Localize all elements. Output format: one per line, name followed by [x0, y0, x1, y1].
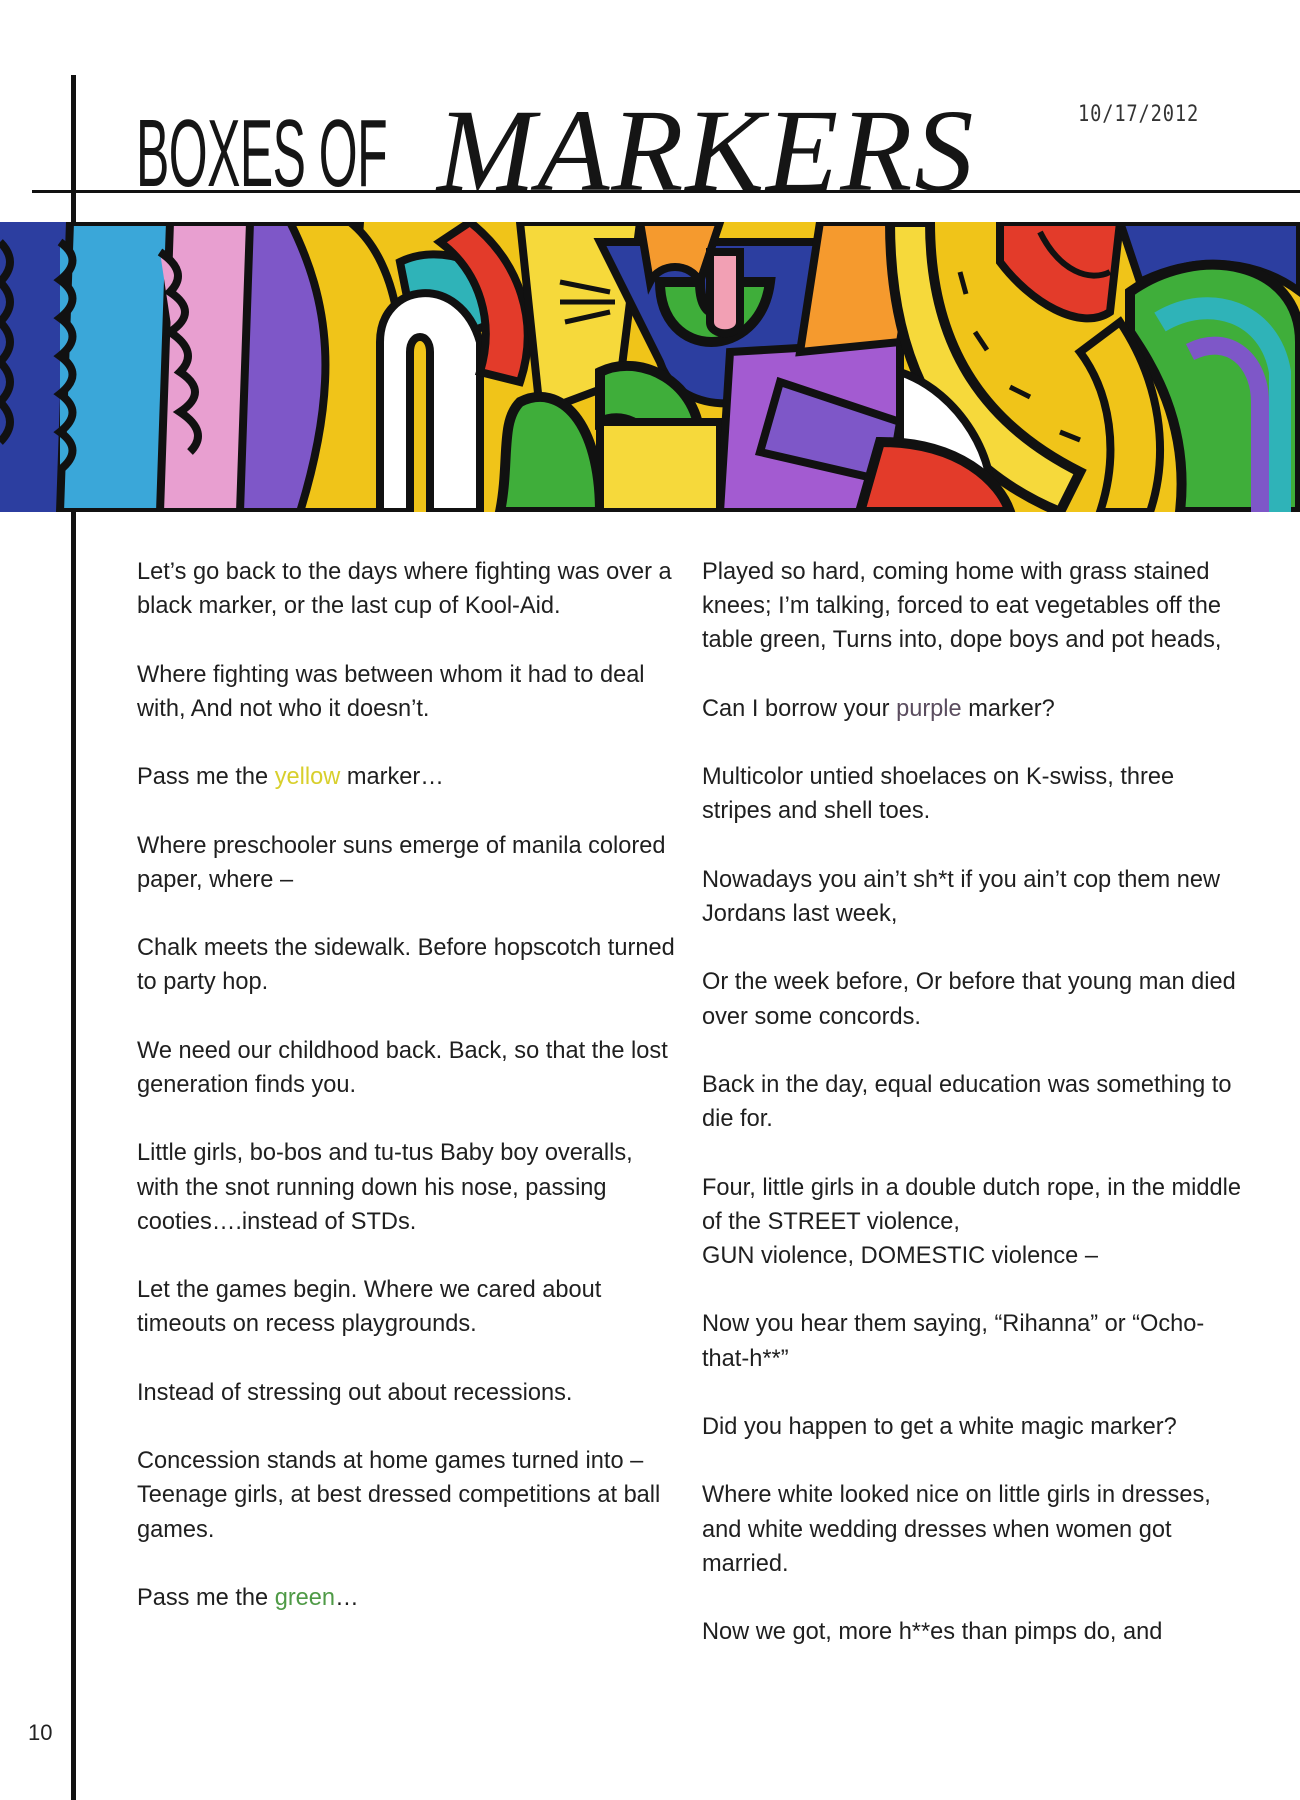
paragraph: Let the games begin. Where we cared about timeouts on recess playgrounds.	[137, 1277, 602, 1338]
vertical-rule-bottom	[71, 512, 76, 1800]
paragraph: Nowadays you ain’t sh*t if you ain’t cop them new Jordans last week,	[702, 866, 1221, 927]
paragraph: Let’s go back to the days where fighting was over a black marker, or the last cup of Kool-Aid.	[137, 559, 672, 620]
paragraph: Now we got, more h**es than pimps do, and	[702, 1619, 1163, 1646]
highlight-green: green	[274, 1584, 336, 1611]
highlight-yellow: yellow	[274, 764, 341, 791]
paragraph: Now you hear them saying, “Rihanna” or “Ocho-that-h**”	[702, 1311, 1205, 1372]
page-number: 10	[28, 1720, 53, 1745]
title-italic: MARKERS	[437, 85, 976, 216]
page-title	[136, 85, 976, 216]
paragraph: Four, little girls in a double dutch rope, in the middle of the STREET violence, GUN violence, DOMESTIC violence –	[702, 1174, 1242, 1269]
paragraph: Or the week before, Or before that young man died over some concords.	[702, 969, 1236, 1030]
title-plain: BOXES OF	[136, 100, 388, 207]
vertical-rule-top	[71, 75, 76, 223]
banner-image	[0, 222, 1300, 512]
paragraph: Did you happen to get a white magic marker?	[702, 1413, 1177, 1440]
paragraph: Back in the day, equal education was something to die for.	[702, 1071, 1232, 1133]
paragraph: Little girls, bo-bos and tu-tus Baby boy overalls, with the snot running down his nose, passing cooties….instead of STDs.	[137, 1140, 633, 1235]
left-column	[137, 555, 677, 1649]
right-column	[702, 555, 1242, 1684]
paragraph: Instead of stressing out about recessions.	[137, 1379, 573, 1406]
colorful-marker-art-image	[0, 222, 1300, 512]
paragraph: Where fighting was between whom it had to deal with, And not who it doesn’t.	[137, 661, 645, 722]
paragraph: Pass me the yellow marker…	[137, 764, 444, 791]
article-date: 10/17/2012	[1078, 102, 1200, 127]
paragraph: Concession stands at home games turned into – Teenage girls, at best dressed competitions at ball games.	[137, 1448, 661, 1543]
paragraph: Pass me the green…	[137, 1584, 359, 1611]
paragraph: Chalk meets the sidewalk. Before hopscotch turned to party hop.	[137, 935, 675, 996]
paragraph: Where white looked nice on little girls in dresses, and white wedding dresses when women got married.	[702, 1482, 1211, 1577]
highlight-purple: purple	[896, 695, 962, 722]
paragraph: Played so hard, coming home with grass stained knees; I’m talking, forced to eat vegetables off the table green, Turns into, dope boys and pot heads,	[702, 559, 1222, 654]
paragraph: Where preschooler suns emerge of manila colored paper, where –	[137, 832, 666, 893]
paragraph: We need our childhood back. Back, so that the lost generation finds you.	[137, 1037, 668, 1098]
paragraph: Multicolor untied shoelaces on K-swiss, three stripes and shell toes.	[702, 764, 1175, 825]
paragraph: Can I borrow your purple marker?	[702, 695, 1055, 722]
